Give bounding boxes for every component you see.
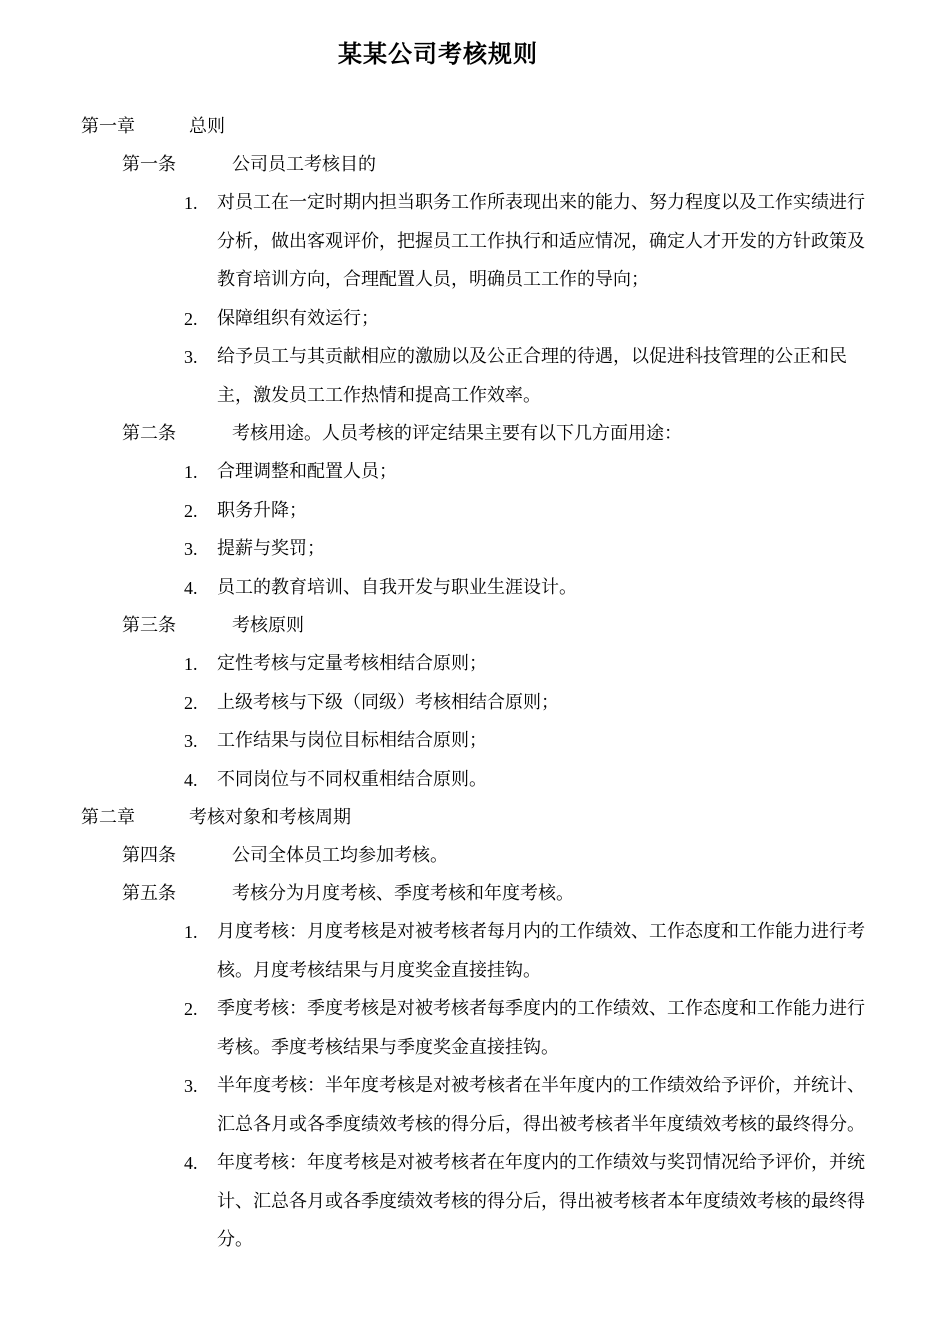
item-number: 3. <box>184 731 198 751</box>
article-number: 第四条 <box>122 845 176 866</box>
item-text: 保障组织有效运行； <box>217 307 379 329</box>
article-number: 第三条 <box>122 615 176 636</box>
section-item <box>0 990 950 1067</box>
article-text: 考核原则 <box>232 615 304 636</box>
section-article <box>0 146 950 184</box>
article-number: 第一条 <box>122 154 176 175</box>
section-chapter <box>0 108 950 146</box>
section-item <box>0 645 950 684</box>
article-text: 公司员工考核目的 <box>232 154 376 175</box>
article-text: 考核用途。人员考核的评定结果主要有以下几方面用途： <box>232 423 682 444</box>
item-number: 4. <box>184 577 198 598</box>
item-text: 年度考核：年度考核是对被考核者在年度内的工作绩效与奖罚情况给予评价，并统计、汇总各月或各季度绩效考核的得分后，得出被考核者本年度绩效考核的最终得分。 <box>217 1152 865 1250</box>
document-title: 某某公司考核规则 <box>338 40 538 68</box>
item-text: 上级考核与下级（同级）考核相结合原则； <box>217 691 559 713</box>
section-item <box>0 684 950 723</box>
item-text: 半年度考核：半年度考核是对被考核者在半年度内的工作绩效给予评价，并统计、汇总各月或各季度绩效考核的得分后，得出被考核者半年度绩效考核的最终得分。 <box>217 1075 865 1135</box>
item-text: 不同岗位与不同权重相结合原则。 <box>217 768 487 790</box>
item-number: 3. <box>184 1076 198 1096</box>
chapter-text: 考核对象和考核周期 <box>189 807 351 828</box>
article-text: 公司全体员工均参加考核。 <box>232 845 448 866</box>
item-number: 1. <box>184 193 198 213</box>
item-number: 3. <box>184 347 198 367</box>
item-text: 给予员工与其贡献相应的激励以及公正合理的待遇，以促进科技管理的公正和民主，激发员工工作热情和提高工作效率。 <box>217 346 847 406</box>
section-article <box>0 415 950 453</box>
section-item <box>0 492 950 531</box>
item-number: 2. <box>184 500 198 521</box>
item-number: 1. <box>184 462 198 482</box>
document-body <box>0 108 950 1260</box>
item-text: 季度考核：季度考核是对被考核者每季度内的工作绩效、工作态度和工作能力进行考核。季度考核结果与季度奖金直接挂钩。 <box>217 998 865 1058</box>
article-text: 考核分为月度考核、季度考核和年度考核。 <box>232 883 574 904</box>
item-text: 定性考核与定量考核相结合原则； <box>217 653 487 674</box>
item-text: 员工的教育培训、自我开发与职业生涯设计。 <box>217 576 577 598</box>
section-item <box>0 761 950 800</box>
article-number: 第二条 <box>122 423 176 444</box>
section-item <box>0 300 950 339</box>
section-item <box>0 184 950 300</box>
chapter-number: 第一章 <box>81 116 135 137</box>
item-text: 提薪与奖罚； <box>217 538 325 559</box>
chapter-text: 总则 <box>189 116 225 137</box>
section-article <box>0 837 950 875</box>
item-text: 合理调整和配置人员； <box>217 461 397 482</box>
item-text: 工作结果与岗位目标相结合原则； <box>217 730 487 751</box>
chapter-number: 第二章 <box>81 807 135 828</box>
section-item <box>0 1067 950 1144</box>
item-number: 4. <box>184 1153 198 1173</box>
section-item <box>0 1144 950 1260</box>
item-number: 4. <box>184 769 198 790</box>
section-item <box>0 338 950 415</box>
section-chapter <box>0 799 950 837</box>
section-article <box>0 607 950 645</box>
section-article <box>0 875 950 913</box>
section-item <box>0 530 950 569</box>
item-text: 月度考核：月度考核是对被考核者每月内的工作绩效、工作态度和工作能力进行考核。月度考核结果与月度奖金直接挂钩。 <box>217 921 865 981</box>
section-item <box>0 453 950 492</box>
section-item <box>0 722 950 761</box>
item-number: 2. <box>184 999 198 1019</box>
section-item <box>0 913 950 990</box>
item-text: 职务升降； <box>217 499 307 521</box>
section-item <box>0 569 950 608</box>
item-number: 1. <box>184 654 198 674</box>
item-number: 1. <box>184 922 198 942</box>
article-number: 第五条 <box>122 883 176 904</box>
item-number: 2. <box>184 308 198 329</box>
item-number: 3. <box>184 539 198 559</box>
item-number: 2. <box>184 692 198 713</box>
item-text: 对员工在一定时期内担当职务工作所表现出来的能力、努力程度以及工作实绩进行分析，做出客观评价，把握员工工作执行和适应情况，确定人才开发的方针政策及教育培训方向，合理配置人员，明确员工工作的导向； <box>217 192 865 290</box>
